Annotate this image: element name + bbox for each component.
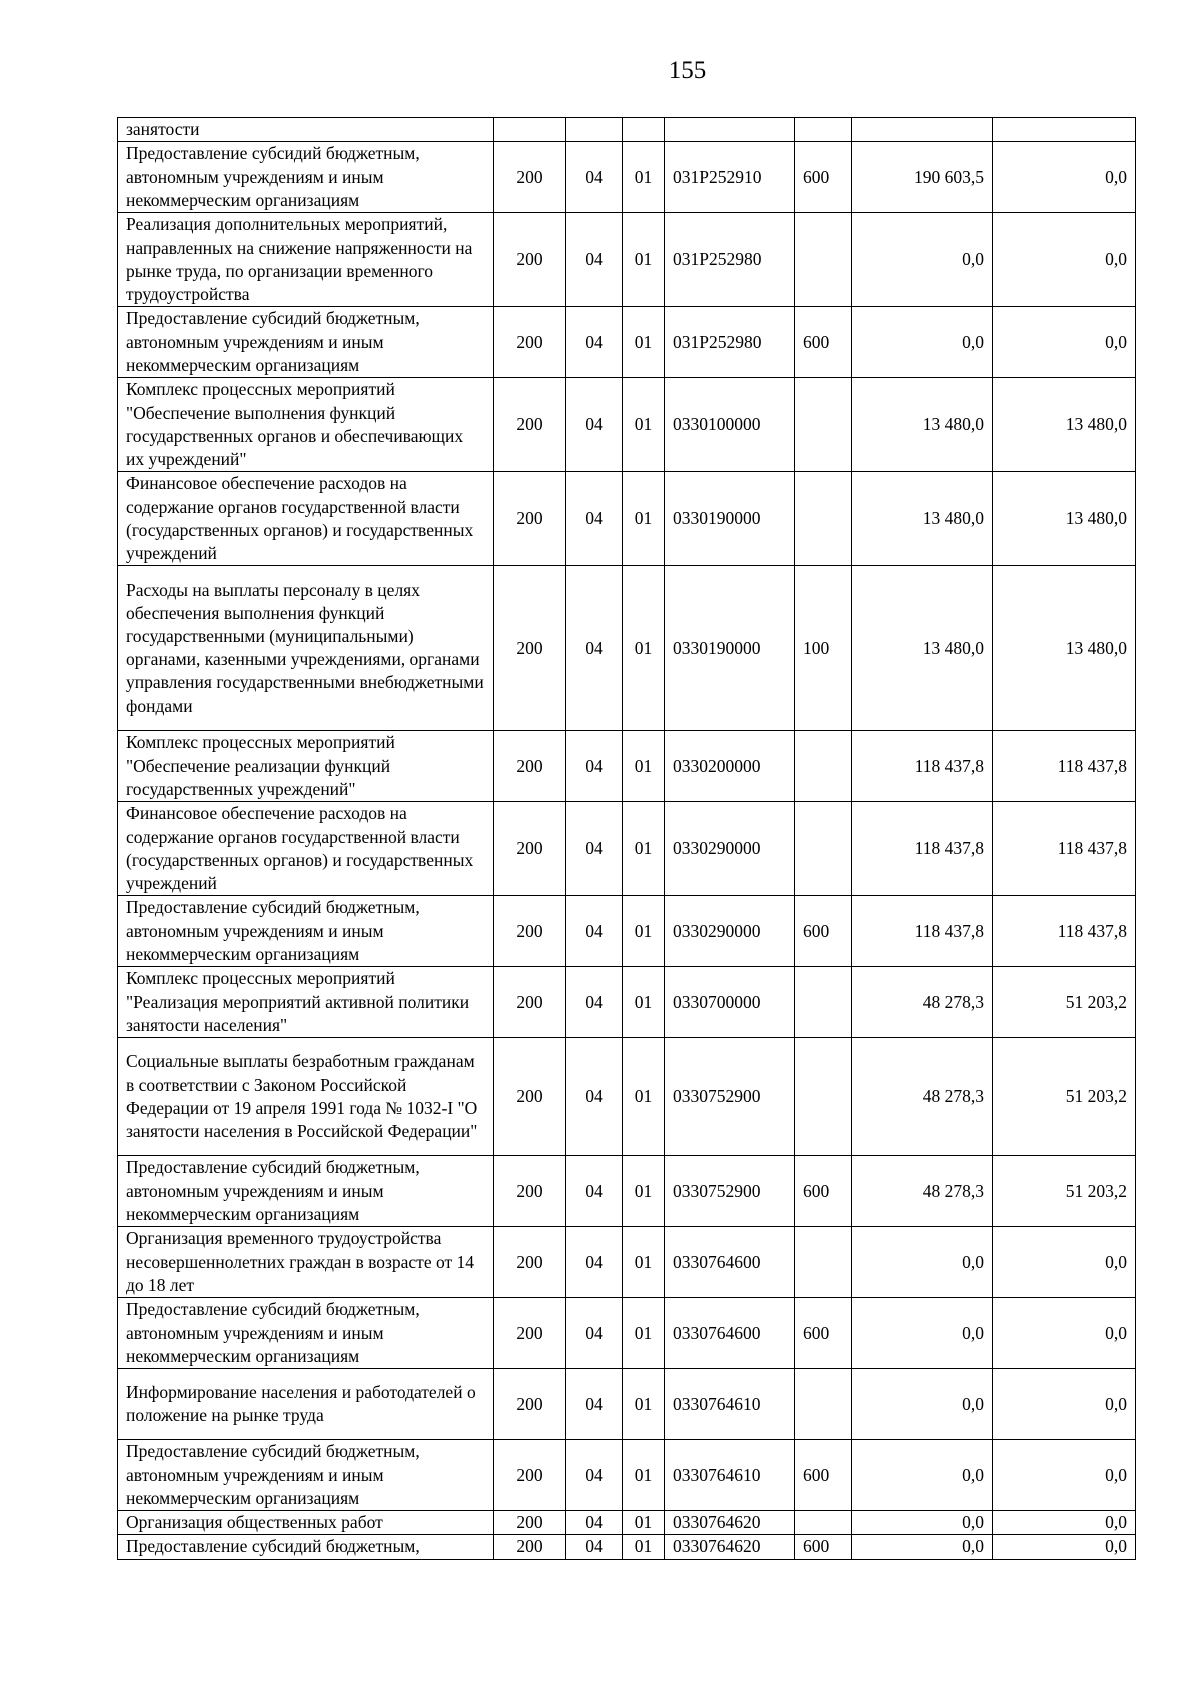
cell-admin-code: 200	[494, 802, 566, 896]
cell-amount-year1: 118 437,8	[852, 896, 993, 967]
cell-amount-year2	[993, 118, 1136, 142]
cell-name: Предоставление субсидий бюджетным, автономным учреждениям и иным некоммерческим организациям	[118, 307, 494, 378]
cell-section: 04	[566, 1156, 623, 1227]
cell-target-code: 0330200000	[665, 731, 795, 802]
cell-expense-type	[795, 1511, 852, 1535]
cell-amount-year2: 51 203,2	[993, 1038, 1136, 1156]
cell-name: Комплекс процессных мероприятий "Обеспечение выполнения функций государственных органов и обеспечивающих их учреждений"	[118, 378, 494, 472]
cell-amount-year2: 0,0	[993, 1227, 1136, 1298]
cell-name: Организация временного трудоустройства несовершеннолетних граждан в возрасте от 14 до 18 лет	[118, 1227, 494, 1298]
cell-admin-code: 200	[494, 1440, 566, 1511]
cell-section: 04	[566, 566, 623, 731]
cell-target-code: 0330764610	[665, 1369, 795, 1440]
cell-amount-year2: 0,0	[993, 142, 1136, 213]
cell-expense-type	[795, 1227, 852, 1298]
cell-expense-type: 600	[795, 142, 852, 213]
cell-expense-type: 600	[795, 1298, 852, 1369]
cell-amount-year1: 13 480,0	[852, 472, 993, 566]
cell-admin-code: 200	[494, 1369, 566, 1440]
cell-section: 04	[566, 896, 623, 967]
cell-target-code: 0330290000	[665, 896, 795, 967]
cell-amount-year1	[852, 118, 993, 142]
table-row	[118, 378, 1136, 472]
cell-section: 04	[566, 802, 623, 896]
cell-expense-type	[795, 378, 852, 472]
cell-admin-code	[494, 118, 566, 142]
cell-amount-year1: 0,0	[852, 1511, 993, 1535]
table-row	[118, 1369, 1136, 1440]
cell-subsection: 01	[623, 731, 665, 802]
table-row	[118, 802, 1136, 896]
cell-subsection: 01	[623, 1511, 665, 1535]
cell-expense-type	[795, 802, 852, 896]
cell-section: 04	[566, 1227, 623, 1298]
cell-admin-code: 200	[494, 967, 566, 1038]
cell-admin-code: 200	[494, 378, 566, 472]
cell-subsection: 01	[623, 896, 665, 967]
table-row	[118, 1511, 1136, 1535]
cell-amount-year1: 190 603,5	[852, 142, 993, 213]
cell-target-code: 0330752900	[665, 1156, 795, 1227]
table-row	[118, 896, 1136, 967]
cell-name: Финансовое обеспечение расходов на содержание органов государственной власти (государственных органов) и государственных учреждений	[118, 802, 494, 896]
cell-expense-type	[795, 118, 852, 142]
cell-target-code: 031P252910	[665, 142, 795, 213]
cell-expense-type	[795, 1369, 852, 1440]
cell-amount-year1: 118 437,8	[852, 802, 993, 896]
cell-section: 04	[566, 1511, 623, 1535]
cell-admin-code: 200	[494, 896, 566, 967]
cell-section: 04	[566, 472, 623, 566]
cell-amount-year1: 48 278,3	[852, 1156, 993, 1227]
cell-admin-code: 200	[494, 472, 566, 566]
cell-amount-year1: 48 278,3	[852, 1038, 993, 1156]
cell-admin-code: 200	[494, 213, 566, 307]
cell-name: Предоставление субсидий бюджетным, автономным учреждениям и иным некоммерческим организациям	[118, 1298, 494, 1369]
cell-amount-year2: 0,0	[993, 1440, 1136, 1511]
budget-table	[117, 117, 1136, 1560]
cell-amount-year2: 0,0	[993, 213, 1136, 307]
table-row	[118, 967, 1136, 1038]
cell-name: Финансовое обеспечение расходов на содержание органов государственной власти (государственных органов) и государственных учреждений	[118, 472, 494, 566]
cell-amount-year2: 118 437,8	[993, 802, 1136, 896]
cell-admin-code: 200	[494, 1298, 566, 1369]
cell-amount-year2: 118 437,8	[993, 896, 1136, 967]
cell-name: Организация общественных работ	[118, 1511, 494, 1535]
cell-amount-year2: 13 480,0	[993, 378, 1136, 472]
table-row	[118, 731, 1136, 802]
cell-subsection: 01	[623, 142, 665, 213]
cell-name: Предоставление субсидий бюджетным, автономным учреждениям и иным некоммерческим организациям	[118, 142, 494, 213]
cell-subsection: 01	[623, 1440, 665, 1511]
cell-amount-year1: 0,0	[852, 1298, 993, 1369]
cell-section: 04	[566, 142, 623, 213]
cell-section: 04	[566, 307, 623, 378]
cell-admin-code: 200	[494, 1227, 566, 1298]
cell-subsection: 01	[623, 213, 665, 307]
cell-amount-year2: 0,0	[993, 1511, 1136, 1535]
cell-name: Комплекс процессных мероприятий "Обеспечение реализации функций государственных учреждений"	[118, 731, 494, 802]
cell-expense-type	[795, 731, 852, 802]
cell-subsection: 01	[623, 1038, 665, 1156]
table-row	[118, 1298, 1136, 1369]
table-row	[118, 118, 1136, 142]
cell-expense-type	[795, 213, 852, 307]
cell-subsection: 01	[623, 472, 665, 566]
cell-subsection	[623, 118, 665, 142]
table-row	[118, 472, 1136, 566]
cell-target-code: 0330764600	[665, 1227, 795, 1298]
cell-amount-year1: 0,0	[852, 1440, 993, 1511]
cell-name: Комплекс процессных мероприятий "Реализация мероприятий активной политики занятости населения"	[118, 967, 494, 1038]
cell-name: занятости	[118, 118, 494, 142]
cell-section: 04	[566, 1440, 623, 1511]
cell-section: 04	[566, 213, 623, 307]
cell-admin-code: 200	[494, 1511, 566, 1535]
cell-name: Предоставление субсидий бюджетным, автономным учреждениям и иным некоммерческим организациям	[118, 896, 494, 967]
cell-subsection: 01	[623, 1535, 665, 1559]
cell-section: 04	[566, 1298, 623, 1369]
cell-amount-year1: 0,0	[852, 1535, 993, 1559]
cell-subsection: 01	[623, 307, 665, 378]
table-row	[118, 1156, 1136, 1227]
cell-admin-code: 200	[494, 142, 566, 213]
cell-amount-year2: 118 437,8	[993, 731, 1136, 802]
table-row	[118, 1440, 1136, 1511]
cell-subsection: 01	[623, 802, 665, 896]
cell-expense-type: 600	[795, 1156, 852, 1227]
cell-expense-type	[795, 967, 852, 1038]
cell-admin-code: 200	[494, 1156, 566, 1227]
cell-subsection: 01	[623, 1227, 665, 1298]
cell-expense-type: 100	[795, 566, 852, 731]
cell-subsection: 01	[623, 566, 665, 731]
table-row	[118, 1535, 1136, 1559]
cell-target-code	[665, 118, 795, 142]
cell-amount-year1: 0,0	[852, 1227, 993, 1298]
cell-target-code: 031P252980	[665, 307, 795, 378]
cell-expense-type	[795, 1038, 852, 1156]
cell-target-code: 0330752900	[665, 1038, 795, 1156]
cell-name: Предоставление субсидий бюджетным,	[118, 1535, 494, 1559]
cell-amount-year2: 0,0	[993, 1298, 1136, 1369]
cell-target-code: 0330764620	[665, 1511, 795, 1535]
cell-amount-year1: 48 278,3	[852, 967, 993, 1038]
cell-amount-year1: 13 480,0	[852, 566, 993, 731]
cell-target-code: 0330100000	[665, 378, 795, 472]
table-row	[118, 1227, 1136, 1298]
cell-target-code: 0330290000	[665, 802, 795, 896]
cell-amount-year1: 13 480,0	[852, 378, 993, 472]
cell-amount-year2: 13 480,0	[993, 472, 1136, 566]
cell-target-code: 0330190000	[665, 566, 795, 731]
cell-section: 04	[566, 1535, 623, 1559]
cell-amount-year1: 118 437,8	[852, 731, 993, 802]
cell-amount-year2: 0,0	[993, 1369, 1136, 1440]
cell-admin-code: 200	[494, 1535, 566, 1559]
cell-section: 04	[566, 1038, 623, 1156]
table-row	[118, 307, 1136, 378]
cell-admin-code: 200	[494, 731, 566, 802]
cell-expense-type: 600	[795, 896, 852, 967]
cell-amount-year1: 0,0	[852, 213, 993, 307]
cell-expense-type: 600	[795, 1440, 852, 1511]
cell-amount-year2: 13 480,0	[993, 566, 1136, 731]
cell-admin-code: 200	[494, 307, 566, 378]
cell-admin-code: 200	[494, 1038, 566, 1156]
cell-target-code: 0330190000	[665, 472, 795, 566]
page-number: 155	[668, 57, 707, 84]
cell-admin-code: 200	[494, 566, 566, 731]
cell-amount-year2: 0,0	[993, 1535, 1136, 1559]
cell-subsection: 01	[623, 1298, 665, 1369]
cell-expense-type: 600	[795, 307, 852, 378]
cell-name: Расходы на выплаты персоналу в целях обеспечения выполнения функций государственными (муниципальными) органами, казенными учреждениями, органами управления государственными внебюджетными фондами	[118, 566, 494, 731]
cell-amount-year2: 0,0	[993, 307, 1136, 378]
cell-target-code: 0330764610	[665, 1440, 795, 1511]
cell-expense-type	[795, 472, 852, 566]
table-row	[118, 566, 1136, 731]
cell-name: Реализация дополнительных мероприятий, направленных на снижение напряженности на рынке труда, по организации временного трудоустройства	[118, 213, 494, 307]
cell-name: Социальные выплаты безработным гражданам в соответствии с Законом Российской Федерации от 19 апреля 1991 года № 1032-I "О занятости населения в Российской Федерации"	[118, 1038, 494, 1156]
cell-subsection: 01	[623, 1156, 665, 1227]
cell-target-code: 0330764620	[665, 1535, 795, 1559]
cell-subsection: 01	[623, 1369, 665, 1440]
cell-amount-year2: 51 203,2	[993, 967, 1136, 1038]
cell-section: 04	[566, 731, 623, 802]
table-row	[118, 142, 1136, 213]
cell-expense-type: 600	[795, 1535, 852, 1559]
cell-amount-year1: 0,0	[852, 307, 993, 378]
cell-subsection: 01	[623, 378, 665, 472]
cell-section	[566, 118, 623, 142]
cell-target-code: 0330764600	[665, 1298, 795, 1369]
cell-target-code: 031P252980	[665, 213, 795, 307]
cell-section: 04	[566, 967, 623, 1038]
cell-name: Предоставление субсидий бюджетным, автономным учреждениям и иным некоммерческим организациям	[118, 1156, 494, 1227]
cell-section: 04	[566, 1369, 623, 1440]
cell-amount-year2: 51 203,2	[993, 1156, 1136, 1227]
cell-name: Информирование населения и работодателей о положение на рынке труда	[118, 1369, 494, 1440]
cell-amount-year1: 0,0	[852, 1369, 993, 1440]
cell-subsection: 01	[623, 967, 665, 1038]
cell-target-code: 0330700000	[665, 967, 795, 1038]
cell-name: Предоставление субсидий бюджетным, автономным учреждениям и иным некоммерческим организациям	[118, 1440, 494, 1511]
cell-section: 04	[566, 378, 623, 472]
table-row	[118, 1038, 1136, 1156]
table-row	[118, 213, 1136, 307]
